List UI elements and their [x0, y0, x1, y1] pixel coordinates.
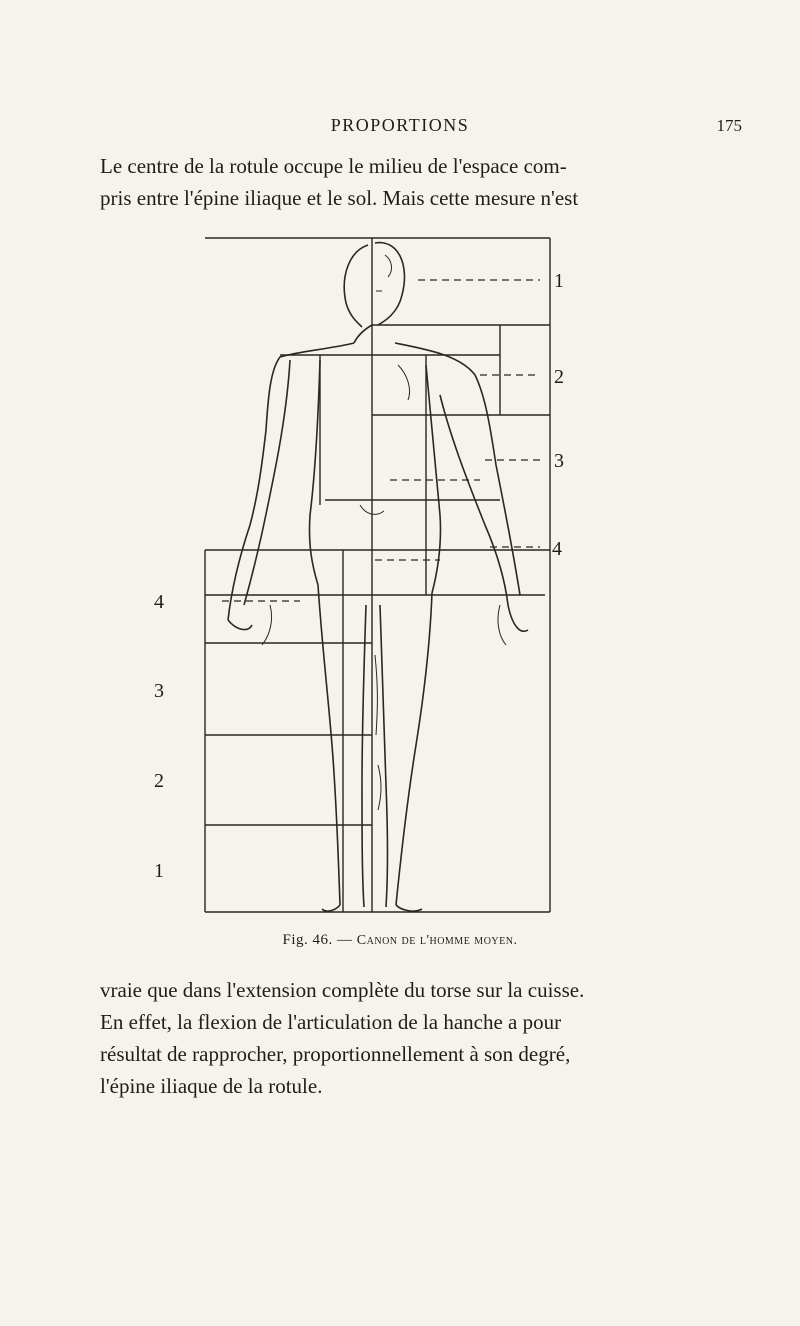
left-label: 4: [154, 591, 164, 613]
text-line: En effet, la flexion de l'articulation de la hanche a pour: [100, 1010, 562, 1034]
paragraph-bottom: [100, 974, 710, 1102]
right-label: 2: [554, 366, 564, 388]
text-line: l'épine iliaque de la rotule.: [100, 1074, 323, 1098]
left-label: 1: [154, 860, 164, 882]
figure-caption: [0, 932, 800, 949]
caption-title: Canon de l'homme moyen.: [356, 933, 518, 948]
text-line: pris entre l'épine iliaque et le sol. Mais cette mesure n'est: [100, 186, 579, 210]
right-label: 3: [554, 450, 564, 472]
human-figure-outline: [228, 243, 528, 911]
left-label: 3: [154, 680, 164, 702]
right-label: 4: [552, 538, 562, 560]
text-line: Le centre de la rotule occupe le milieu de l'espace com-: [100, 154, 567, 178]
paragraph-top: [100, 150, 710, 214]
right-label: 1: [554, 270, 564, 292]
page-number: 175: [716, 116, 742, 135]
figure-canon-illustration: [140, 225, 580, 925]
caption-prefix: Fig. 46. —: [282, 932, 353, 948]
text-line: résultat de rapprocher, proportionnellement à son degré,: [100, 1042, 571, 1066]
left-label: 2: [154, 770, 164, 792]
running-head: [0, 115, 800, 141]
proportion-diagram: [140, 225, 580, 925]
running-head-title: PROPORTIONS: [330, 115, 470, 135]
text-line: vraie que dans l'extension complète du torse sur la cuisse.: [100, 978, 585, 1002]
